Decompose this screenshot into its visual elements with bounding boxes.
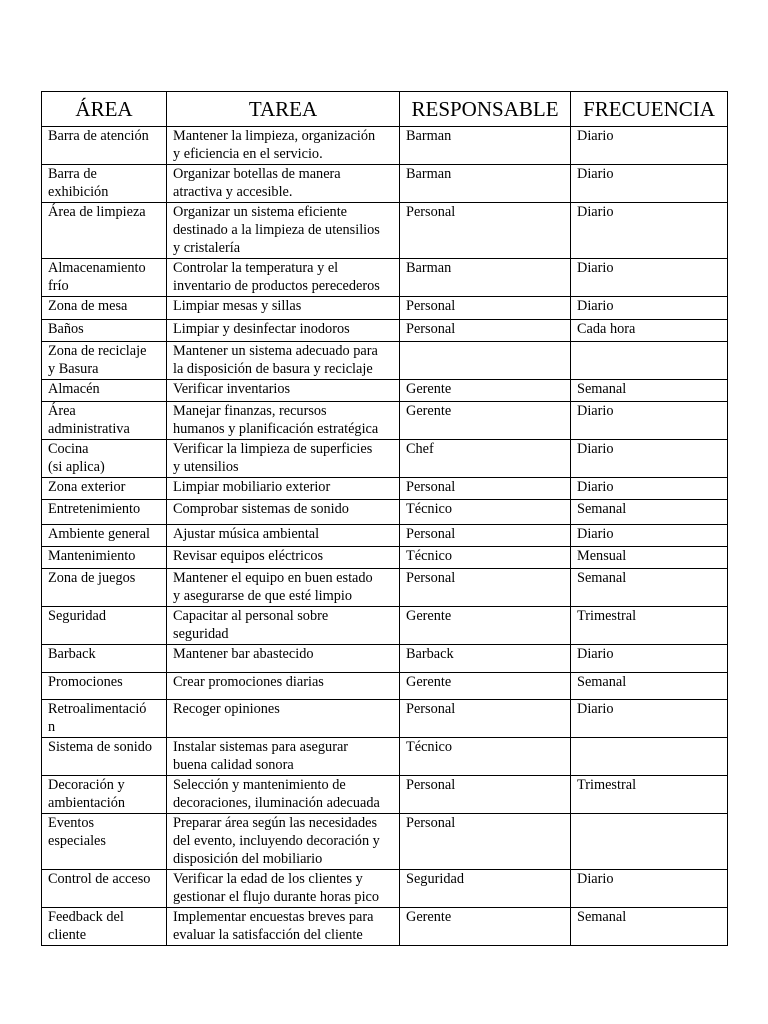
cell-area: Barback bbox=[42, 645, 167, 673]
cell-area: Entretenimiento bbox=[42, 500, 167, 525]
cell-frecuencia: Diario bbox=[571, 645, 728, 673]
header-frecuencia: FRECUENCIA bbox=[571, 92, 728, 127]
cell-tarea: Verificar la edad de los clientes y gestionar el flujo durante horas pico bbox=[167, 870, 400, 908]
cell-responsable: Barback bbox=[400, 645, 571, 673]
table-row bbox=[42, 738, 728, 776]
cell-tarea: Revisar equipos eléctricos bbox=[167, 547, 400, 569]
cell-frecuencia bbox=[571, 814, 728, 870]
table-row bbox=[42, 259, 728, 297]
cell-responsable: Barman bbox=[400, 127, 571, 165]
cell-area: Área administrativa bbox=[42, 402, 167, 440]
cell-tarea: Implementar encuestas breves para evaluar la satisfacción del cliente bbox=[167, 908, 400, 946]
cell-responsable: Técnico bbox=[400, 500, 571, 525]
cell-frecuencia: Diario bbox=[571, 478, 728, 500]
cell-responsable: Personal bbox=[400, 700, 571, 738]
cell-frecuencia: Diario bbox=[571, 525, 728, 547]
cell-frecuencia: Trimestral bbox=[571, 776, 728, 814]
cell-responsable: Gerente bbox=[400, 908, 571, 946]
cell-area: Zona de reciclaje y Basura bbox=[42, 342, 167, 380]
cell-area: Área de limpieza bbox=[42, 203, 167, 259]
cell-responsable: Seguridad bbox=[400, 870, 571, 908]
table-row bbox=[42, 525, 728, 547]
cell-area: Decoración y ambientación bbox=[42, 776, 167, 814]
cell-area: Sistema de sonido bbox=[42, 738, 167, 776]
table-row bbox=[42, 342, 728, 380]
cell-tarea: Comprobar sistemas de sonido bbox=[167, 500, 400, 525]
cell-tarea: Controlar la temperatura y el inventario de productos perecederos bbox=[167, 259, 400, 297]
cell-responsable: Gerente bbox=[400, 402, 571, 440]
table-row bbox=[42, 870, 728, 908]
table-row bbox=[42, 165, 728, 203]
cell-tarea: Limpiar mesas y sillas bbox=[167, 297, 400, 320]
table-row bbox=[42, 547, 728, 569]
cell-area: Ambiente general bbox=[42, 525, 167, 547]
table-row bbox=[42, 478, 728, 500]
cell-frecuencia: Diario bbox=[571, 440, 728, 478]
cell-frecuencia: Semanal bbox=[571, 673, 728, 700]
cell-area: Almacenamiento frío bbox=[42, 259, 167, 297]
table-row bbox=[42, 645, 728, 673]
cell-frecuencia: Diario bbox=[571, 870, 728, 908]
cell-tarea: Recoger opiniones bbox=[167, 700, 400, 738]
table-row bbox=[42, 380, 728, 402]
header-area: ÁREA bbox=[42, 92, 167, 127]
header-tarea: TAREA bbox=[167, 92, 400, 127]
table-row bbox=[42, 673, 728, 700]
cell-responsable: Personal bbox=[400, 320, 571, 342]
table-row bbox=[42, 500, 728, 525]
cell-area: Barra de exhibición bbox=[42, 165, 167, 203]
table-row bbox=[42, 569, 728, 607]
cell-area: Barra de atención bbox=[42, 127, 167, 165]
cell-responsable: Personal bbox=[400, 776, 571, 814]
table-row bbox=[42, 440, 728, 478]
cell-area: Almacén bbox=[42, 380, 167, 402]
cell-responsable: Técnico bbox=[400, 738, 571, 776]
table-row bbox=[42, 297, 728, 320]
cell-tarea: Selección y mantenimiento de decoraciones, iluminación adecuada bbox=[167, 776, 400, 814]
cell-tarea: Mantener la limpieza, organización y eficiencia en el servicio. bbox=[167, 127, 400, 165]
cell-responsable: Chef bbox=[400, 440, 571, 478]
header-responsable: RESPONSABLE bbox=[400, 92, 571, 127]
cell-responsable: Gerente bbox=[400, 607, 571, 645]
cell-frecuencia: Diario bbox=[571, 165, 728, 203]
cell-tarea: Verificar inventarios bbox=[167, 380, 400, 402]
cell-frecuencia: Mensual bbox=[571, 547, 728, 569]
table-row bbox=[42, 908, 728, 946]
cell-responsable: Barman bbox=[400, 165, 571, 203]
cell-area: Eventos especiales bbox=[42, 814, 167, 870]
cell-area: Feedback del cliente bbox=[42, 908, 167, 946]
cell-tarea: Mantener un sistema adecuado para la disposición de basura y reciclaje bbox=[167, 342, 400, 380]
cell-area: Baños bbox=[42, 320, 167, 342]
cell-tarea: Limpiar mobiliario exterior bbox=[167, 478, 400, 500]
table-row bbox=[42, 203, 728, 259]
cell-responsable: Técnico bbox=[400, 547, 571, 569]
cell-area: Zona de mesa bbox=[42, 297, 167, 320]
cell-area: Promociones bbox=[42, 673, 167, 700]
cell-responsable: Barman bbox=[400, 259, 571, 297]
cell-frecuencia bbox=[571, 738, 728, 776]
cell-tarea: Capacitar al personal sobre seguridad bbox=[167, 607, 400, 645]
cell-responsable: Personal bbox=[400, 478, 571, 500]
header-row bbox=[42, 92, 728, 127]
cell-tarea: Limpiar y desinfectar inodoros bbox=[167, 320, 400, 342]
cell-frecuencia: Semanal bbox=[571, 380, 728, 402]
table-row bbox=[42, 607, 728, 645]
cell-area: Mantenimiento bbox=[42, 547, 167, 569]
cell-tarea: Mantener bar abastecido bbox=[167, 645, 400, 673]
cell-responsable bbox=[400, 342, 571, 380]
table-row bbox=[42, 402, 728, 440]
cell-tarea: Verificar la limpieza de superficies y utensilios bbox=[167, 440, 400, 478]
cell-area: Control de acceso bbox=[42, 870, 167, 908]
table-row bbox=[42, 814, 728, 870]
cell-frecuencia: Semanal bbox=[571, 500, 728, 525]
table-row bbox=[42, 776, 728, 814]
cell-frecuencia: Semanal bbox=[571, 569, 728, 607]
tasks-table bbox=[41, 91, 728, 946]
cell-responsable: Personal bbox=[400, 203, 571, 259]
cell-area: Seguridad bbox=[42, 607, 167, 645]
cell-area: Zona exterior bbox=[42, 478, 167, 500]
cell-area: Zona de juegos bbox=[42, 569, 167, 607]
cell-frecuencia bbox=[571, 342, 728, 380]
table-row bbox=[42, 700, 728, 738]
cell-tarea: Ajustar música ambiental bbox=[167, 525, 400, 547]
cell-responsable: Personal bbox=[400, 525, 571, 547]
cell-frecuencia: Diario bbox=[571, 297, 728, 320]
cell-area: Retroalimentació n bbox=[42, 700, 167, 738]
cell-frecuencia: Diario bbox=[571, 402, 728, 440]
cell-frecuencia: Semanal bbox=[571, 908, 728, 946]
cell-tarea: Mantener el equipo en buen estado y asegurarse de que esté limpio bbox=[167, 569, 400, 607]
cell-frecuencia: Diario bbox=[571, 127, 728, 165]
cell-frecuencia: Cada hora bbox=[571, 320, 728, 342]
cell-responsable: Personal bbox=[400, 814, 571, 870]
cell-tarea: Instalar sistemas para asegurar buena calidad sonora bbox=[167, 738, 400, 776]
cell-frecuencia: Diario bbox=[571, 259, 728, 297]
cell-tarea: Manejar finanzas, recursos humanos y planificación estratégica bbox=[167, 402, 400, 440]
cell-tarea: Crear promociones diarias bbox=[167, 673, 400, 700]
cell-frecuencia: Diario bbox=[571, 203, 728, 259]
cell-tarea: Organizar un sistema eficiente destinado a la limpieza de utensilios y cristalería bbox=[167, 203, 400, 259]
table-row bbox=[42, 127, 728, 165]
cell-tarea: Organizar botellas de manera atractiva y accesible. bbox=[167, 165, 400, 203]
cell-frecuencia: Trimestral bbox=[571, 607, 728, 645]
cell-frecuencia: Diario bbox=[571, 700, 728, 738]
cell-area: Cocina (si aplica) bbox=[42, 440, 167, 478]
document-page bbox=[41, 91, 727, 946]
cell-responsable: Personal bbox=[400, 297, 571, 320]
cell-tarea: Preparar área según las necesidades del evento, incluyendo decoración y disposición del mobiliario bbox=[167, 814, 400, 870]
cell-responsable: Gerente bbox=[400, 673, 571, 700]
cell-responsable: Gerente bbox=[400, 380, 571, 402]
table-row bbox=[42, 320, 728, 342]
cell-responsable: Personal bbox=[400, 569, 571, 607]
